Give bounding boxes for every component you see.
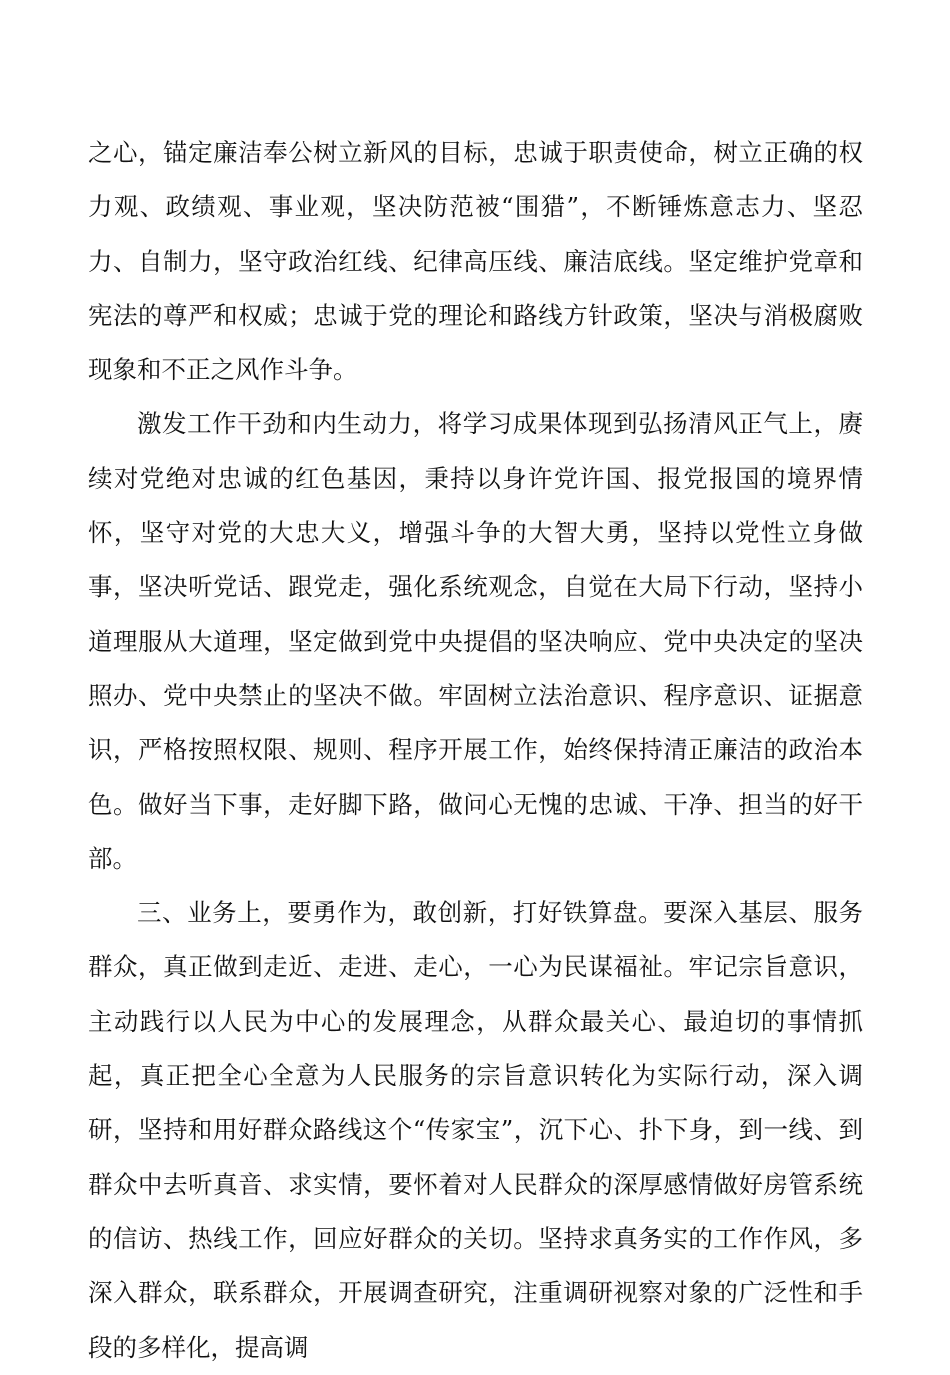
- paragraph-3: 三、业务上，要勇作为，敢创新，打好铁算盘。要深入基层、服务群众，真正做到走近、走进、走心，一心为民谋福祉。牢记宗旨意识，主动践行以人民为中心的发展理念，从群众最关心、最迫切的事情抓起，真正把全心全意为人民服务的宗旨意识转化为实际行动，深入调研，坚持和用好群众路线这个“传家宝”，沉下心、扑下身，到一线、到群众中去听真音、求实情，要怀着对人民群众的深厚感情做好房管系统的信访、热线工作，回应好群众的关切。坚持求真务实的工作作风，多深入群众，联系群众，开展调查研究，注重调研视察对象的广泛性和手段的多样化，提高调: [88, 898, 863, 1362]
- paragraph-1: 之心，锚定廉洁奉公树立新风的目标，忠诚于职责使命，树立正确的权力观、政绩观、事业观，坚决防范被“围猎”，不断锤炼意志力、坚忍力、自制力，坚守政治红线、纪律高压线、廉洁底线。坚定维护党章和宪法的尊严和权威；忠诚于党的理论和路线方针政策，坚决与消极腐败现象和不正之风作斗争。: [88, 138, 863, 385]
- paragraph-2: 激发工作干劲和内生动力，将学习成果体现到弘扬清风正气上，赓续对党绝对忠诚的红色基因，秉持以身许党许国、报党报国的境界情怀，坚守对党的大忠大义，增强斗争的大智大勇，坚持以党性立身做事，坚决听党话、跟党走，强化系统观念，自觉在大局下行动，坚持小道理服从大道理，坚定做到党中央提倡的坚决响应、党中央决定的坚决照办、党中央禁止的坚决不做。牢固树立法治意识、程序意识、证据意识，严格按照权限、规则、程序开展工作，始终保持清正廉洁的政治本色。做好当下事，走好脚下路，做问心无愧的忠诚、干净、担当的好干部。: [88, 409, 863, 873]
- document-body: [88, 126, 863, 1375]
